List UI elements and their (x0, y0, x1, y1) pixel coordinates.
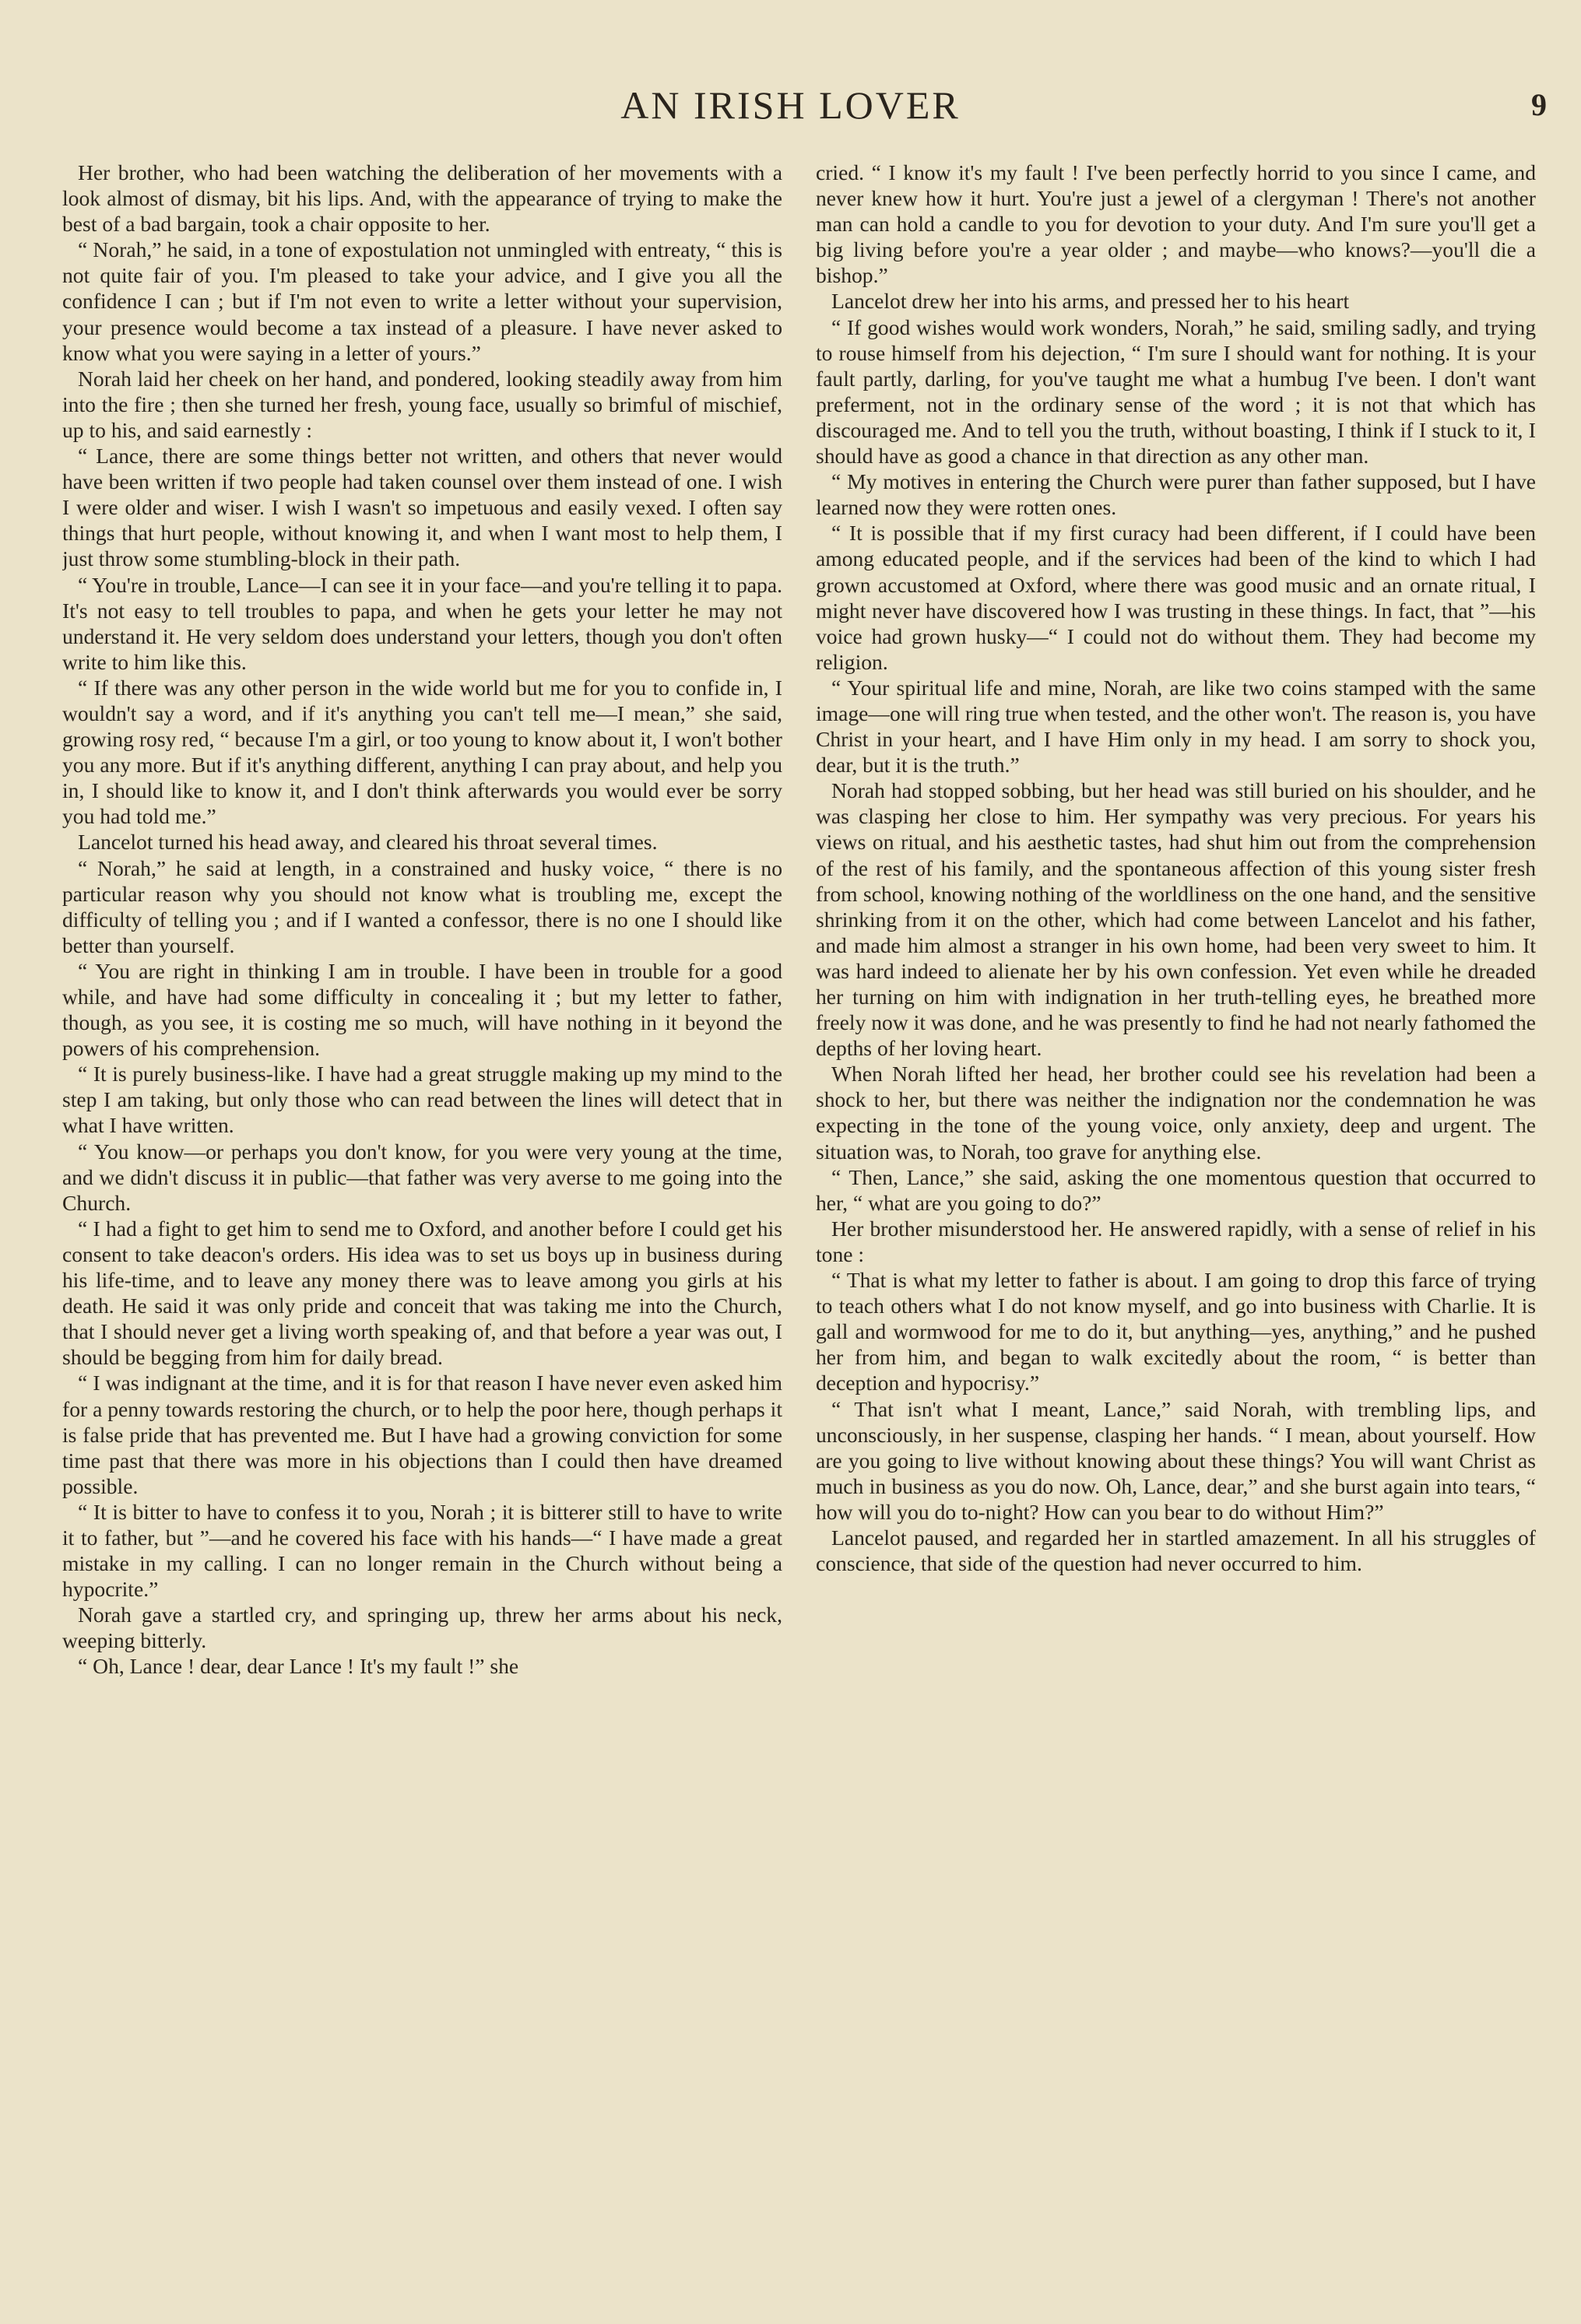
paragraph: Norah gave a startled cry, and springing up, threw her arms about his neck, weeping bitterly. (62, 1603, 782, 1653)
paragraph: Her brother misunderstood her. He answered rapidly, with a sense of relief in his tone : (816, 1216, 1536, 1266)
paragraph: “ If there was any other person in the wide world but me for you to confide in, I wouldn't say a word, and if it's anything you can't tell me—I mean,” she said, growing rosy red, “ because I'm a girl, or too young to know about it, I won't bother you any more. But if it's anything different, anything I can pray about, and help you in, I should like to know it, and I don't think afterwards you would ever be sorry you had told me.” (62, 675, 782, 829)
paragraph: “ That isn't what I meant, Lance,” said Norah, with trembling lips, and unconsciously, in her suspense, clasping her hands. “ I mean, about yourself. How are you going to live without knowing about these things? You will want Christ as much in business as you do now. Oh, Lance, dear,” and she burst again into tears, “ how will you do to-night? How can you bear to do without Him?” (816, 1396, 1536, 1524)
paragraph: “ Then, Lance,” she said, asking the one momentous question that occurred to her, “ what are you going to do?” (816, 1164, 1536, 1215)
paragraph: “ Norah,” he said at length, in a constrained and husky voice, “ there is no particular reason why you should not know what is troubling me, except the difficulty of telling you ; and if I wanted a confessor, there is no one I should like better than yourself. (62, 855, 782, 957)
paragraph: Her brother, who had been watching the deliberation of her movements with a look almost of dismay, bit his lips. And, with the appearance of trying to make the best of a bad bargain, took a chair opposite to her. (62, 160, 782, 237)
paragraph: “ It is bitter to have to confess it to you, Norah ; it is bitterer still to have to write it to father, but ”—and he covered his face with his hands—“ I have made a great mistake in my calling. I can no longer remain in the Church without being a hypocrite.” (62, 1499, 782, 1602)
left-column (62, 160, 782, 2230)
paragraph: “ It is possible that if my first curacy had been different, if I could have been among educated people, and if the services had been of the kind to which I had grown accustomed at Oxford, where there was good music and an ornate ritual, I might never have discovered how I was trusting in these things. In fact, that ”—his voice had grown husky—“ I could not do without them. They had become my religion. (816, 521, 1536, 674)
paragraph: “ You know—or perhaps you don't know, for you were very young at the time, and we didn't discuss it in public—that father was very averse to me going into the Church. (62, 1139, 782, 1215)
paragraph: “ You are right in thinking I am in trouble. I have been in trouble for a good while, and have had some difficulty in concealing it ; but my letter to father, though, as you see, it is costing me so much, will have nothing in it beyond the powers of his comprehension. (62, 958, 782, 1061)
paragraph: Norah had stopped sobbing, but her head was still buried on his shoulder, and he was clasping her close to him. Her sympathy was very precious. For years his views on ritual, and his aesthetic tastes, had shut him out from the comprehension of the rest of his family, and the spontaneous affection of this young sister fresh from school, knowing nothing of the worldliness on the one hand, and the sensitive shrinking from it on the other, which had come between Lancelot and his father, and made him almost a stranger in his own home, had been very sweet to him. It was hard indeed to alienate her by his own confession. Yet even while he dreaded her turning on him with indignation in her truth-telling eyes, he breathed more freely now it was done, and he was presently to find he had not nearly fathomed the depths of her loving heart. (816, 778, 1536, 1061)
paragraph: cried. “ I know it's my fault ! I've been perfectly horrid to you since I came, and never knew how it hurt. You're just a jewel of a clergyman ! There's not another man can hold a candle to you for devotion to your duty. And I'm sure you'll get a big living before you're a year older ; and maybe—who knows?—you'll die a bishop.” (816, 160, 1536, 288)
paragraph: “ Your spiritual life and mine, Norah, are like two coins stamped with the same image—one will ring true when tested, and the other won't. The reason is, you have Christ in your heart, and I have Him only in my head. I am sorry to shock you, dear, but it is the truth.” (816, 675, 1536, 778)
page-number: 9 (1531, 87, 1547, 122)
paragraph: Lancelot paused, and regarded her in startled amazement. In all his struggles of conscience, that side of the question had never occurred to him. (816, 1525, 1536, 1576)
paragraph: Lancelot drew her into his arms, and pressed her to his heart (831, 289, 1350, 314)
paragraph: “ You're in trouble, Lance—I can see it in your face—and you're telling it to papa. It's not easy to tell troubles to papa, and when he gets your letter he may not understand it. He very seldom does understand your letters, though you don't often write to him like this. (62, 572, 782, 674)
right-column (816, 160, 1536, 2230)
paragraph: Norah laid her cheek on her hand, and pondered, looking steadily away from him into the fire ; then she turned her fresh, young face, usually so brimful of mischief, up to his, and said earnestly : (62, 366, 782, 442)
paragraph: “ Norah,” he said, in a tone of expostulation not unmingled with entreaty, “ this is not quite fair of you. I'm pleased to take your advice, and I give you all the confidence I can ; but if I'm not even to write a letter without your supervision, your presence would become a tax instead of a pleasure. I have never asked to know what you were saying in a letter of yours.” (62, 237, 782, 365)
paragraph: When Norah lifted her head, her brother could see his revelation had been a shock to her, but there was neither the indignation nor the condemnation he was expecting in the tone of the young voice, only anxiety, deep and urgent. The situation was, to Norah, too grave for anything else. (816, 1062, 1536, 1164)
paragraph: “ Oh, Lance ! dear, dear Lance ! It's my fault !” she (78, 1654, 519, 1679)
running-title: AN IRISH LOVER (620, 83, 961, 127)
paragraph: “ My motives in entering the Church were purer than father supposed, but I have learned now they were rotten ones. (816, 469, 1536, 520)
page-header (0, 78, 1581, 132)
paragraph: “ I had a fight to get him to send me to Oxford, and another before I could get his consent to take deacon's orders. His idea was to set us boys up in business during his life-time, and to leave any money there was to leave among you girls at his death. He said it was only pride and conceit that was taking me into the Church, that I should never get a living worth speaking of, and that before a year was out, I should be begging from him for daily bread. (62, 1216, 782, 1370)
paragraph: “ Lance, there are some things better not written, and others that never would have been written if two people had taken counsel over them instead of one. I wish I were older and wiser. I wish I wasn't so impetuous and easily vexed. I often say things that hurt people, without knowing it, and when I want most to help them, I just throw some stumbling-block in their path. (62, 444, 782, 571)
paragraph: “ That is what my letter to father is about. I am going to drop this farce of trying to teach others what I do not know myself, and go into business with Charlie. It is gall and wormwood for me to do it, but anything—yes, anything,” and he pushed her from him, and began to walk excitedly about the room, “ is better than deception and hypocrisy.” (816, 1268, 1536, 1395)
paragraph: “ It is purely business-like. I have had a great struggle making up my mind to the step I am taking, but only those who can read between the lines will detect that in what I have written. (62, 1062, 782, 1138)
paragraph: “ I was indignant at the time, and it is for that reason I have never even asked him for a penny towards restoring the church, or to help the poor here, though perhaps it is false pride that has prevented me. But I have had a growing conviction for some time past that there was more in his objections than I could then have dreamed possible. (62, 1371, 782, 1498)
paragraph: “ If good wishes would work wonders, Norah,” he said, smiling sadly, and trying to rouse himself from his dejection, “ I'm sure I should want for nothing. It is your fault partly, darling, for you've taught me what a humbug I've been. I don't want preferment, not in the ordinary sense of the word ; it is not that which has discouraged me. And to tell you the truth, without boasting, I think if I stuck to it, I should have as good a chance in that direction as any other man. (816, 314, 1536, 469)
paragraph: Lancelot turned his head away, and cleared his throat several times. (78, 830, 658, 855)
